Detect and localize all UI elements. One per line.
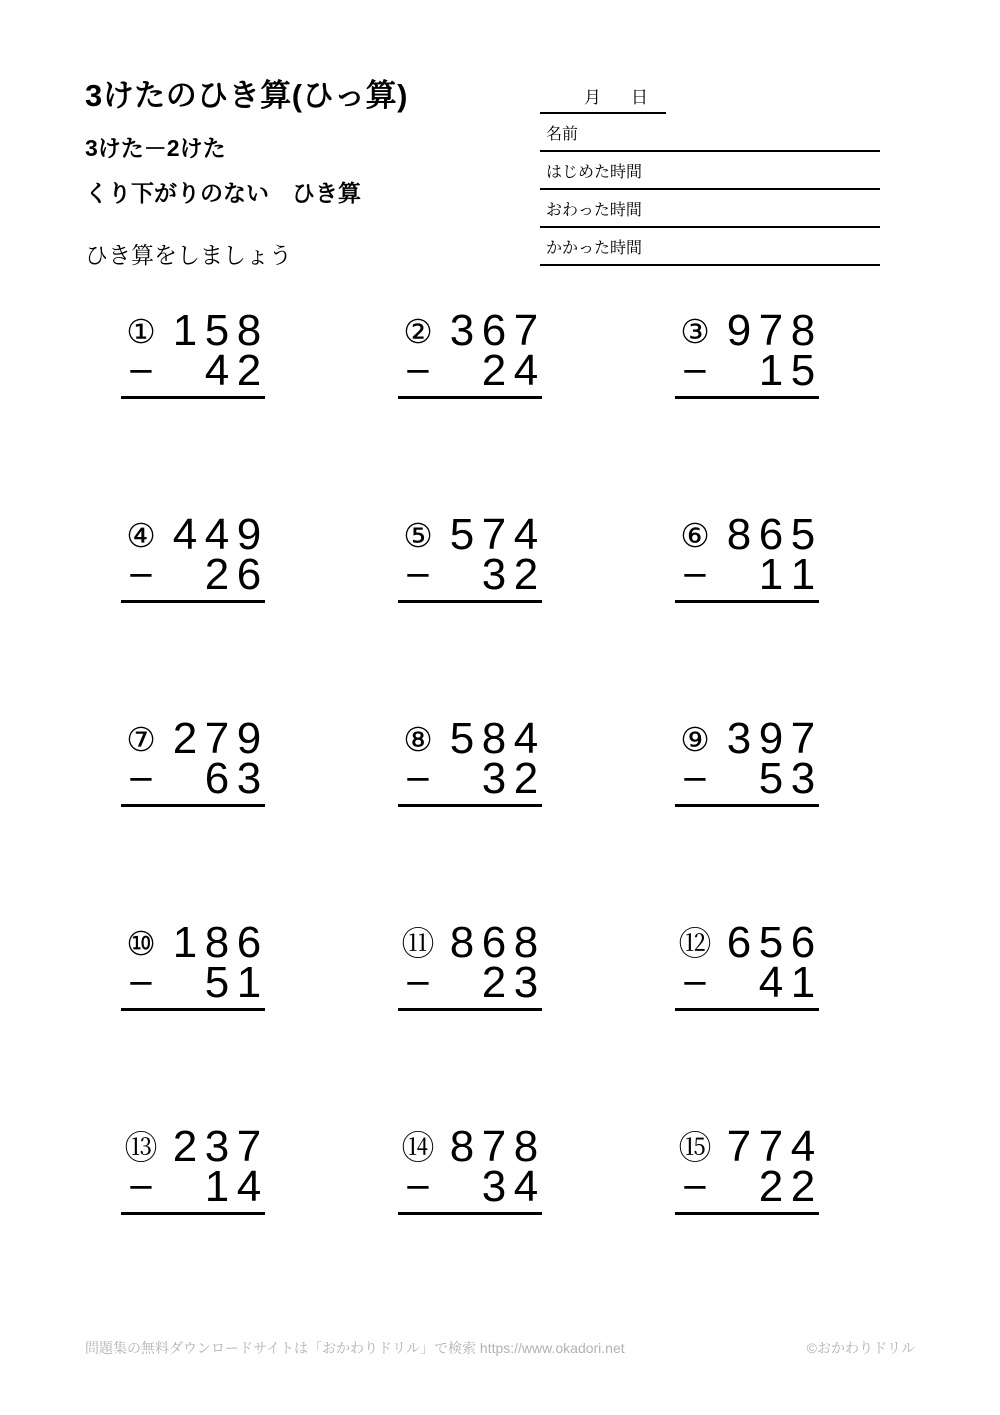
minuend-row [113, 1122, 265, 1171]
minuend-digit: 6 [236, 918, 262, 967]
minuend-digit: 6 [481, 918, 507, 967]
minuend-digit: 8 [236, 306, 262, 355]
problem-number: ⑤ [403, 515, 433, 555]
problem-number: ⑪ [401, 923, 435, 963]
problem-number: ⑨ [680, 719, 710, 759]
subtrahend-digit: 4 [513, 346, 539, 395]
minus-sign: − [680, 1167, 710, 1207]
minuend-row [667, 1122, 819, 1171]
minuend-row [390, 306, 542, 355]
minuend-digit: 9 [236, 510, 262, 559]
elapsed-time-label: かかった時間 [546, 240, 643, 257]
problem [390, 714, 542, 807]
minuend-digit: 3 [204, 1122, 230, 1171]
minus-sign: − [680, 759, 710, 799]
minuend-digit: 8 [790, 306, 816, 355]
subtrahend-row [113, 958, 265, 1007]
answer-line [398, 1008, 542, 1011]
subtrahend-digit: 3 [481, 550, 507, 599]
problem-number: ① [126, 311, 156, 351]
problem-number: ⑧ [403, 719, 433, 759]
subtrahend-digit: 4 [236, 1162, 262, 1211]
subtrahend-digit: 4 [204, 346, 230, 395]
minuend-digit: 4 [172, 510, 198, 559]
subtrahend-digit: 1 [790, 958, 816, 1007]
minuend-digit: 9 [758, 714, 784, 763]
answer-line [398, 804, 542, 807]
problem [667, 714, 819, 807]
minus-sign: − [126, 555, 156, 595]
minuend-digit: 5 [449, 510, 475, 559]
minuend-row [390, 714, 542, 763]
subtrahend-digit: 6 [204, 754, 230, 803]
subtrahend-digit: 2 [204, 550, 230, 599]
subtrahend-row [667, 346, 819, 395]
elapsed-time-field [540, 228, 880, 266]
subtrahend-row [667, 958, 819, 1007]
subtrahend-digit: 2 [790, 1162, 816, 1211]
minuend-row [390, 918, 542, 967]
minuend-row [113, 306, 265, 355]
minuend-digit: 7 [758, 1122, 784, 1171]
problem-number: ⑬ [124, 1127, 158, 1167]
minuend-row [667, 918, 819, 967]
minuend-digit: 7 [513, 306, 539, 355]
minus-sign: − [680, 555, 710, 595]
minuend-digit: 6 [481, 306, 507, 355]
subtrahend-digit: 2 [513, 754, 539, 803]
name-label: 名前 [546, 126, 579, 143]
answer-line [398, 1212, 542, 1215]
problem-number: ③ [680, 311, 710, 351]
minuend-digit: 7 [204, 714, 230, 763]
minuend-digit: 6 [726, 918, 752, 967]
minuend-row [113, 918, 265, 967]
day-label: 日 [631, 87, 648, 107]
subtrahend-digit: 3 [481, 1162, 507, 1211]
subtrahend-digit: 3 [513, 958, 539, 1007]
minuend-digit: 7 [790, 714, 816, 763]
minuend-digit: 1 [172, 918, 198, 967]
problem [390, 918, 542, 1011]
footer [0, 1338, 1000, 1358]
answer-line [121, 804, 265, 807]
problem [113, 306, 265, 399]
minus-sign: − [403, 555, 433, 595]
minus-sign: − [403, 759, 433, 799]
subtrahend-digit: 3 [790, 754, 816, 803]
subtrahend-row [390, 346, 542, 395]
problem [113, 510, 265, 603]
minus-sign: − [403, 963, 433, 1003]
problem [667, 918, 819, 1011]
minus-sign: − [680, 351, 710, 391]
problem [667, 306, 819, 399]
subtrahend-digit: 1 [758, 346, 784, 395]
subtrahend-row [113, 346, 265, 395]
minus-sign: − [126, 759, 156, 799]
minuend-digit: 2 [172, 1122, 198, 1171]
answer-line [675, 804, 819, 807]
problem [113, 714, 265, 807]
answer-line [121, 396, 265, 399]
problem-number: ④ [126, 515, 156, 555]
minuend-digit: 8 [449, 918, 475, 967]
problems-grid [113, 306, 819, 1215]
problem-number: ⑥ [680, 515, 710, 555]
problem [667, 510, 819, 603]
minuend-digit: 2 [172, 714, 198, 763]
subtrahend-digit: 3 [481, 754, 507, 803]
minuend-digit: 4 [513, 510, 539, 559]
minus-sign: − [403, 1167, 433, 1207]
problem [113, 918, 265, 1011]
subtrahend-digit: 1 [204, 1162, 230, 1211]
answer-line [121, 1212, 265, 1215]
minuend-row [667, 306, 819, 355]
minuend-digit: 7 [236, 1122, 262, 1171]
minuend-row [667, 714, 819, 763]
minuend-digit: 7 [758, 306, 784, 355]
problem [113, 1122, 265, 1215]
subtrahend-row [113, 754, 265, 803]
minuend-digit: 8 [449, 1122, 475, 1171]
minuend-digit: 6 [790, 918, 816, 967]
subtrahend-digit: 2 [758, 1162, 784, 1211]
minus-sign: − [403, 351, 433, 391]
minuend-digit: 4 [513, 714, 539, 763]
minuend-row [667, 510, 819, 559]
minuend-digit: 7 [481, 1122, 507, 1171]
subtitle-no-borrow: くり下がりのない ひき算 [85, 180, 361, 206]
end-time-field [540, 190, 880, 228]
minuend-digit: 8 [726, 510, 752, 559]
problem-number: ⑦ [126, 719, 156, 759]
minuend-digit: 3 [449, 306, 475, 355]
minuend-digit: 6 [758, 510, 784, 559]
answer-line [675, 600, 819, 603]
start-time-label: はじめた時間 [546, 164, 643, 181]
minus-sign: − [126, 1167, 156, 1207]
minuend-digit: 8 [513, 918, 539, 967]
answer-line [675, 396, 819, 399]
subtrahend-digit: 1 [790, 550, 816, 599]
minuend-digit: 9 [236, 714, 262, 763]
minuend-digit: 5 [449, 714, 475, 763]
subtrahend-digit: 5 [204, 958, 230, 1007]
subtrahend-row [113, 1162, 265, 1211]
problem [390, 510, 542, 603]
subtrahend-digit: 2 [513, 550, 539, 599]
subtitle-digit-pattern: 3けた－2けた [85, 135, 226, 161]
subtrahend-row [667, 754, 819, 803]
minuend-digit: 4 [204, 510, 230, 559]
minuend-digit: 7 [726, 1122, 752, 1171]
subtrahend-row [390, 754, 542, 803]
answer-line [398, 600, 542, 603]
minuend-digit: 4 [790, 1122, 816, 1171]
problem-number: ⑫ [678, 923, 712, 963]
subtrahend-digit: 5 [790, 346, 816, 395]
minuend-digit: 1 [172, 306, 198, 355]
minuend-row [390, 510, 542, 559]
month-label: 月 [584, 87, 601, 107]
subtrahend-digit: 2 [481, 958, 507, 1007]
problem-number: ⑮ [678, 1127, 712, 1167]
subtrahend-row [390, 1162, 542, 1211]
subtrahend-row [667, 550, 819, 599]
subtrahend-digit: 4 [758, 958, 784, 1007]
footer-copyright: ©おかわりドリル [806, 1340, 915, 1356]
minuend-digit: 5 [758, 918, 784, 967]
info-box [540, 78, 880, 266]
answer-line [121, 600, 265, 603]
minus-sign: − [126, 963, 156, 1003]
instruction-text: ひき算をしましょう [85, 242, 292, 268]
subtrahend-digit: 1 [236, 958, 262, 1007]
subtrahend-digit: 2 [236, 346, 262, 395]
page-title: 3けたのひき算(ひっ算) [85, 78, 408, 113]
subtrahend-digit: 3 [236, 754, 262, 803]
minus-sign: − [680, 963, 710, 1003]
header-titles [85, 70, 408, 208]
minuend-digit: 8 [513, 1122, 539, 1171]
problem-number: ⑭ [401, 1127, 435, 1167]
minuend-digit: 8 [481, 714, 507, 763]
answer-line [675, 1008, 819, 1011]
minus-sign: − [126, 351, 156, 391]
answer-line [398, 396, 542, 399]
footer-site-note: 問題集の無料ダウンロードサイトは「おかわりドリル」で検索 https://www.okadori.net [85, 1340, 625, 1356]
minuend-digit: 9 [726, 306, 752, 355]
minuend-digit: 3 [726, 714, 752, 763]
subtrahend-row [113, 550, 265, 599]
subtrahend-digit: 1 [758, 550, 784, 599]
subtrahend-row [667, 1162, 819, 1211]
start-time-field [540, 152, 880, 190]
end-time-label: おわった時間 [546, 202, 642, 219]
minuend-row [113, 510, 265, 559]
problem [390, 1122, 542, 1215]
subtrahend-digit: 4 [513, 1162, 539, 1211]
name-field [540, 114, 880, 152]
minuend-row [113, 714, 265, 763]
answer-line [675, 1212, 819, 1215]
date-field [540, 78, 666, 114]
minuend-digit: 7 [481, 510, 507, 559]
minuend-digit: 5 [204, 306, 230, 355]
subtrahend-row [390, 958, 542, 1007]
subtrahend-row [390, 550, 542, 599]
problem-number: ⑩ [126, 923, 156, 963]
minuend-digit: 8 [204, 918, 230, 967]
subtrahend-digit: 2 [481, 346, 507, 395]
subtrahend-digit: 5 [758, 754, 784, 803]
subtrahend-digit: 6 [236, 550, 262, 599]
answer-line [121, 1008, 265, 1011]
minuend-digit: 5 [790, 510, 816, 559]
problem [667, 1122, 819, 1215]
problem [390, 306, 542, 399]
minuend-row [390, 1122, 542, 1171]
problem-number: ② [403, 311, 433, 351]
